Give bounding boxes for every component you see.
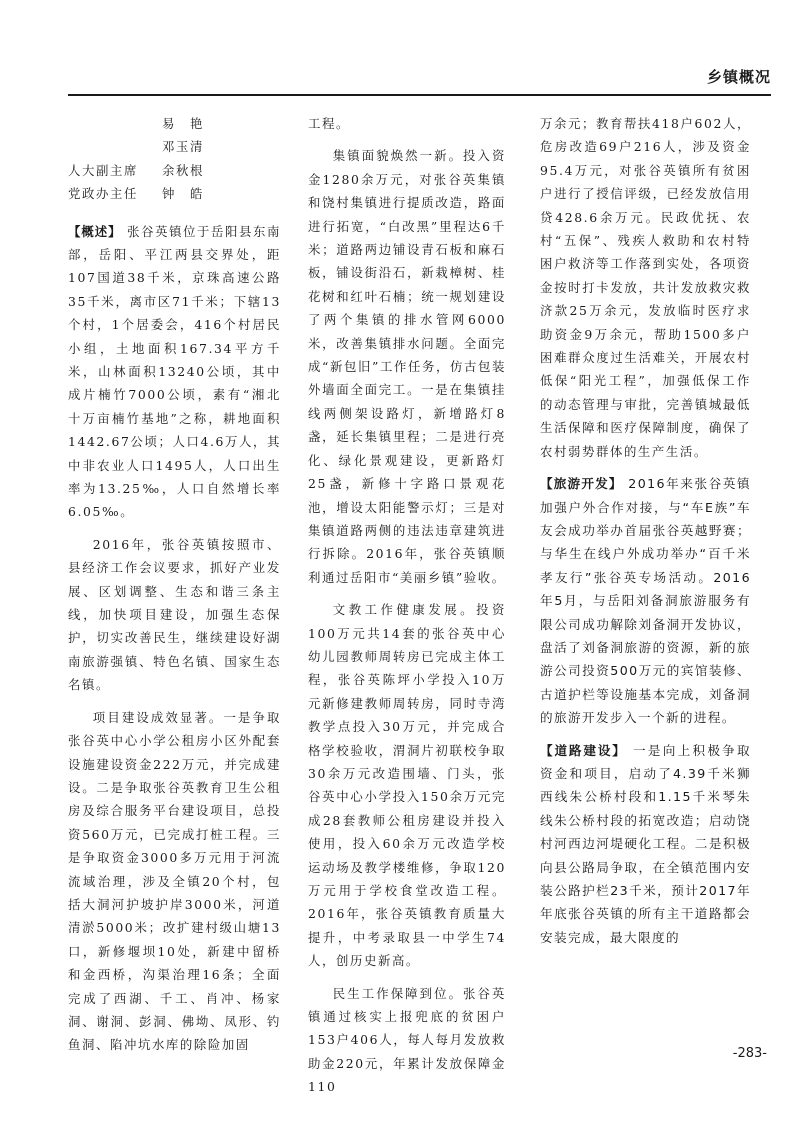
project-construction-paragraph: 项目建设成效显著。一是争取张谷英中心小学公租房小区外配套设施建设资金222万元，并完成建设。二是争取张谷英教育卫生公租房及综合服务平台建设项目，总投资560万元，已完成打桩工程。三是争取资金3000多万元用于河流流域治理，涉及全镇20个村，包括大洞河护坡护岸3000米，河道清淤5000米；改扩建村级山塘13口，新修堰坝10处，新建中留桥和金西桥，沟渠治理16条；全面完成了西湖、千工、肖冲、杨家洞、谢洞、彭洞、佛坳、凤形、钓鱼洞、陷冲坑水库的除险加固: [68, 709, 281, 1053]
column-left: [68, 112, 281, 1066]
education-paragraph: 文教工作健康发展。投资100万元共14套的张谷英中心幼儿园教师周转房已完成主体工程，张谷英陈坪小学投入10万元新修建教师周转房，同时寺湾教学点投入30万元，并完成合格学校验收，渭洞片初联校争取30余万元改造围墙、门头，张谷英中心小学投入150余万元完成28套教师公租房建设并投入使用，投入60余万元改造学校运动场及教学楼维修，争取120万元用于学校食堂改造工程。2016年，张谷英镇教育质量大提升，中考录取县一中学生74人，创历史新高。: [308, 602, 506, 969]
staff-role: [68, 112, 162, 135]
staff-name: 余秋根: [162, 162, 204, 178]
column-right: [540, 112, 751, 958]
livelihood-paragraph: 民生工作保障到位。张谷英镇通过核实上报兜底的贫困户153户406人，每人每月发放救助金220元，年累计发放保障金110: [308, 985, 506, 1095]
road-paragraph: [540, 739, 751, 950]
road-text: 一是向上积极争取资金和项目，启动了4.39千米狮西线朱公桥村段和1.15千米琴朱线朱公桥村段的拓宽改造；启动饶村河西边河堤硬化工程。二是积极向县公路局争取，在全镇范围内安装公路护栏23千米，预计2017年年底张谷英镇的所有主干道路都会安装完成，最大限度的: [540, 742, 752, 945]
economic-plan-paragraph: 2016年，张谷英镇按照市、县经济工作会议要求，抓好产业发展、区划调整、生态和谐三条主线，加快项目建设，加强生态保护，切实改善民生，继续建设好湖南旅游强镇、特色名镇、国家生态名镇。: [68, 536, 281, 693]
staff-row: [68, 159, 281, 182]
staff-row: [68, 135, 281, 158]
column-middle: [308, 112, 506, 1108]
staff-role: 党政办主任: [68, 186, 138, 202]
page-number: -283-: [732, 1046, 767, 1061]
staff-role: [68, 135, 162, 158]
staff-role: 人大副主席: [68, 162, 138, 178]
road-heading: 【道路建设】: [540, 742, 627, 758]
tourism-paragraph: [540, 472, 751, 729]
overview-paragraph: [68, 220, 281, 524]
welfare-paragraph: 万余元；教育帮扶418户602人，危房改造69户216人，涉及资金95.4万元，对张谷英镇所有贫困户进行了授信评级，已经发放信用贷428.6余万元。民政优抚、农村“五保”、残疾人救助和农村特困户救济等工作落到实处，各项资金按时打卡发放，共计发放救灾救济款25万余元，发放临时医疗求助资金9万余元，帮助1500多户困难群众度过生活难关，开展农村低保“阳光工程”，加强低保工作的动态管理与审批，完善镇城最低生活保障和医疗保障制度，确保了农村弱势群体的生产生活。: [540, 116, 751, 459]
staff-name: 邓玉清: [162, 139, 204, 155]
tourism-heading: 【旅游开发】: [540, 476, 623, 492]
section-title: 乡镇概况: [706, 68, 771, 86]
tourism-text: 2016年来张谷英镇加强户外合作对接，与“车E族”车友会成功举办首届张谷英越野赛；与华生在线户外成功举办“百千米孝友行”张谷英专场活动。2016年5月，与岳阳刘备洞旅游服务有限公司成功解除刘备洞开发协议，盘活了刘备洞旅游的资源，新的旅游公司投资500万元的宾馆装修、古道护栏等设施基本完成，刘备洞的旅游开发步入一个新的进程。: [540, 476, 752, 726]
staff-row: [68, 112, 281, 135]
header-rule: [68, 94, 771, 96]
staff-name: 易 艳: [162, 116, 204, 131]
staff-name: 钟 皓: [162, 186, 204, 202]
overview-text: 张谷英镇位于岳阳县东南部，岳阳、平江两县交界处，距107国道38千米，京珠高速公路35千米，离市区71千米；下辖13个村，1个居委会，416个村居民小组，土地面积167.34平方千米，山林面积13240公顷，其中成片楠竹7000公顷，素有“湘北十万亩楠竹基地”之称，耕地面积1442.67公顷；人口4.6万人，其中非农业人口1495人，人口出生率为13.25‰，人口自然增长率6.05‰。: [68, 223, 282, 520]
overview-heading: 【概述】: [68, 223, 122, 239]
staff-list: [68, 112, 281, 206]
continued-text: 工程。: [308, 116, 350, 131]
staff-row: [68, 182, 281, 205]
town-appearance-paragraph: 集镇面貌焕然一新。投入资金1280余万元，对张谷英集镇和饶村集镇进行提质改造，路面进行拓宽，“白改黑”里程达6千米；道路两边铺设青石板和麻石板，铺设街沿石，新栽樟树、桂花树和红叶石楠；统一规划建设了两个集镇的排水管网6000米，改善集镇排水问题。全面完成“新包旧”工作任务，仿古包装外墙面全面完工。一是在集镇挂线两侧架设路灯，新增路灯8盏，延长集镇里程；二是进行亮化、绿化景观建设，更新路灯25盏，新修十字路口景观花池，增设太阳能警示灯；三是对集镇道路两侧的违法违章建筑进行拆除。2016年，张谷英镇顺利通过岳阳市“美丽乡镇”验收。: [308, 148, 506, 585]
